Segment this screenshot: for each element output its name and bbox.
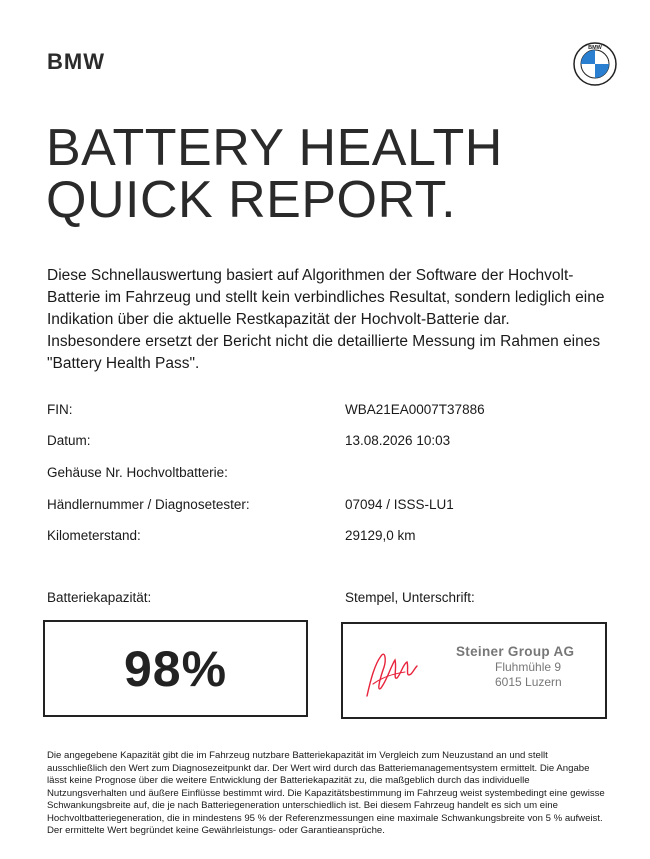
mileage-value: 29129,0 km bbox=[345, 528, 416, 543]
stamp-city: 6015 Luzern bbox=[495, 675, 562, 689]
fin-label: FIN: bbox=[47, 402, 73, 417]
capacity-label: Batteriekapazität: bbox=[47, 590, 152, 605]
stamp-street: Fluhmühle 9 bbox=[495, 660, 562, 674]
capacity-value: 98% bbox=[123, 640, 228, 697]
svg-text:BMW: BMW bbox=[588, 45, 602, 51]
title-line-2: QUICK REPORT. bbox=[46, 171, 457, 229]
mileage-label: Kilometerstand: bbox=[47, 528, 141, 543]
housing-label: Gehäuse Nr. Hochvoltbatterie: bbox=[47, 465, 228, 480]
bmw-logo-icon bbox=[573, 42, 617, 86]
signature-icon bbox=[361, 638, 421, 708]
report-title bbox=[46, 119, 503, 229]
stamp-box bbox=[341, 622, 607, 719]
dealer-label: Händlernummer / Diagnosetester: bbox=[47, 497, 250, 512]
title-line-1: BATTERY HEALTH bbox=[46, 119, 503, 177]
date-value: 13.08.2026 10:03 bbox=[345, 433, 451, 448]
dealer-value: 07094 / ISSS-LU1 bbox=[345, 497, 454, 512]
intro-paragraph: Diese Schnellauswertung basiert auf Algorithmen der Software der Hochvolt-Batterie im Fahrzeug und stellt kein verbindliches Resultat, sondern lediglich eine Indikation über die aktuelle Restkapazität der Hochvolt-Batterie dar. Insbesondere ersetzt der Bericht nicht die detaillierte Messung im Rahmen eines "Battery Health Pass". bbox=[47, 267, 605, 372]
brand-name: BMW bbox=[47, 49, 105, 74]
capacity-box bbox=[43, 620, 308, 717]
fin-value: WBA21EA0007T37886 bbox=[345, 402, 485, 417]
footnote-disclaimer: Die angegebene Kapazität gibt die im Fahrzeug nutzbare Batteriekapazität im Vergleich zum Neuzustand an und stellt ausschließlich den Wert zum Diagnosezeitpunkt dar. Der Wert wird durch das Batteriemanagementsystem ermittelt. Die Angabe lässt keine Prognose über die weitere Entwicklung der Batteriekapazität zu, die maßgeblich durch das individuelle Nutzungsverhalten und äußere Einflüsse bestimmt wird. Die Kapazitätsbestimmung im Fahrzeug weist systembedingt eine gewisse Schwankungsbreite auf, die je nach Batteriegeneration unterschiedlich ist. Bei diesem Fahrzeug handelt es sich um eine Hochvoltbatteriegeneration, die in mindestens 95 % der Referenzmessungen eine maximale Schwankungsbreite von 5 % aufweist. Der ermittelte Wert begründet keine Gewährleistungs- oder Garantieansprüche. bbox=[47, 750, 605, 836]
stamp-company: Steiner Group AG bbox=[456, 644, 575, 659]
date-label: Datum: bbox=[47, 433, 91, 448]
stamp-label: Stempel, Unterschrift: bbox=[345, 590, 475, 605]
